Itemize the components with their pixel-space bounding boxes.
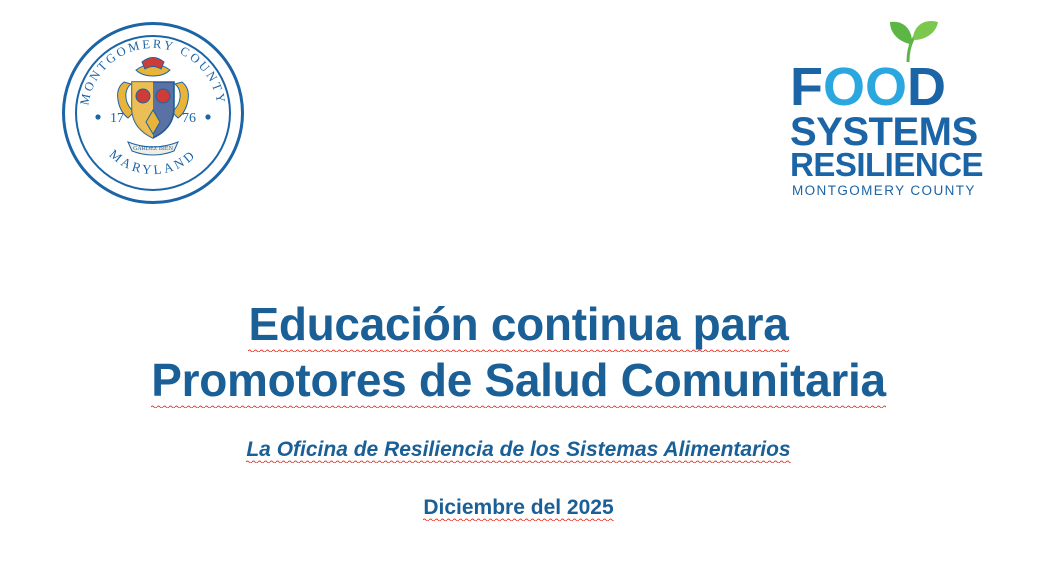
svg-text:GARDEZ BIEN: GARDEZ BIEN — [133, 146, 173, 152]
date-line — [0, 496, 1037, 520]
seal-artwork — [62, 22, 244, 204]
svg-text:76: 76 — [182, 111, 196, 126]
page-title-line-2-text: Promotores de Salud Comunitaria — [151, 354, 886, 407]
page-title-line-1 — [0, 296, 1037, 352]
subtitle — [0, 438, 1037, 462]
date-text: Diciembre del 2025 — [423, 496, 614, 520]
logo-letter-o1: O — [823, 57, 866, 117]
montgomery-county-seal — [62, 22, 244, 204]
logo-word-food: FOOD — [790, 57, 947, 117]
logo-row — [0, 0, 1037, 210]
logo-word-county: MONTGOMERY COUNTY — [792, 183, 976, 198]
svg-text:MARYLAND: MARYLAND — [106, 146, 200, 178]
page-title-line-2 — [0, 352, 1037, 408]
logo-word-resilience: RESILIENCE — [790, 146, 984, 183]
svg-text:17: 17 — [110, 111, 124, 126]
title-block — [0, 296, 1037, 520]
subtitle-text: La Oficina de Resiliencia de los Sistemas Alimentarios — [246, 438, 791, 462]
logo-letter-o2: O — [865, 57, 908, 117]
food-systems-resilience-logo — [790, 18, 995, 198]
svg-text:MONTGOMERY COUNTY: MONTGOMERY COUNTY — [77, 36, 229, 107]
logo-word-systems: SYSTEMS — [790, 110, 978, 154]
page-title-line-1-text: Educación continua para — [248, 298, 789, 350]
